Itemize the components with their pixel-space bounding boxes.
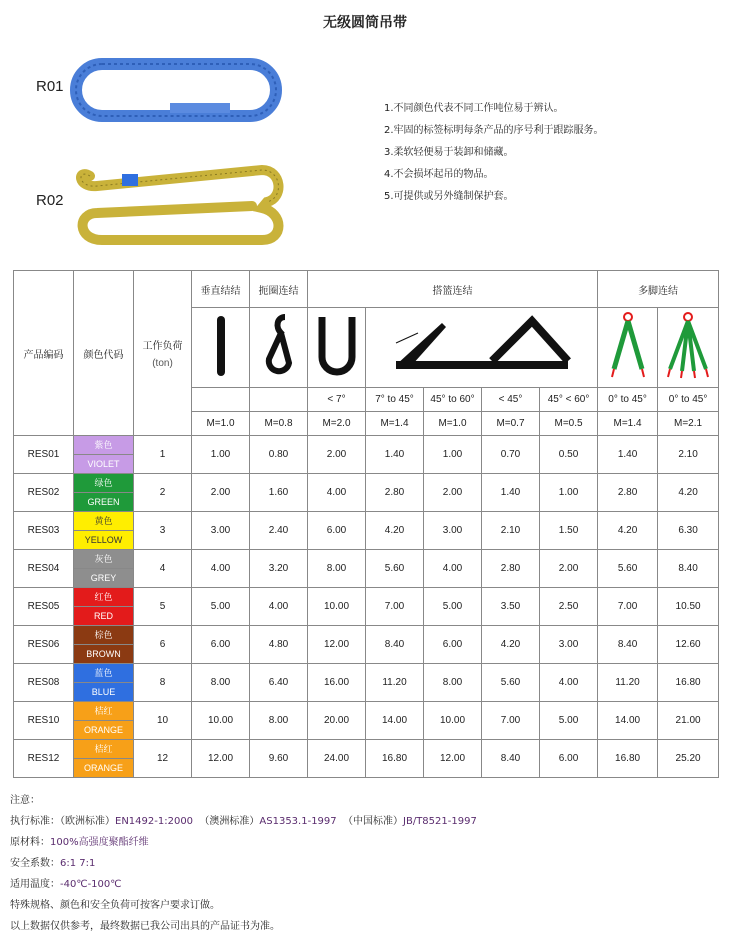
factor-cell: M=0.8 bbox=[250, 412, 308, 436]
row-value: 14.00 bbox=[598, 702, 658, 740]
row-value: 11.20 bbox=[366, 664, 424, 702]
row-value: 3.00 bbox=[192, 512, 250, 550]
angle-cell: 0° to 45° bbox=[598, 388, 658, 412]
row-value: 1.40 bbox=[366, 436, 424, 474]
std-cn-label: （中国标准） bbox=[343, 816, 404, 827]
multi-leg-diagram-2 bbox=[598, 308, 658, 388]
row-value: 6.00 bbox=[192, 626, 250, 664]
row-code: RES04 bbox=[14, 550, 74, 588]
row-value: 8.00 bbox=[308, 550, 366, 588]
page-title: 无级圆筒吊带 bbox=[323, 15, 407, 31]
row-value: 8.40 bbox=[598, 626, 658, 664]
row-value: 1.40 bbox=[482, 474, 540, 512]
factor-cell: M=1.0 bbox=[192, 412, 250, 436]
row-value: 0.80 bbox=[250, 436, 308, 474]
row-code: RES03 bbox=[14, 512, 74, 550]
row-value: 16.80 bbox=[658, 664, 719, 702]
feature-item: 1.不同颜色代表不同工作吨位易于辨认。 bbox=[384, 103, 564, 114]
color-name-en: GREY bbox=[90, 573, 117, 583]
row-value: 4.20 bbox=[658, 474, 719, 512]
sling-image-r01 bbox=[70, 58, 282, 124]
temp-value: -40℃-100℃ bbox=[60, 879, 122, 890]
row-load: 3 bbox=[134, 512, 192, 550]
row-load: 10 bbox=[134, 702, 192, 740]
safety-value: 6:1 7:1 bbox=[60, 858, 96, 869]
row-value: 1.60 bbox=[250, 474, 308, 512]
std-label: 执行标准：（欧洲标准） bbox=[10, 816, 115, 827]
feature-list bbox=[384, 98, 604, 208]
color-name-en: ORANGE bbox=[83, 763, 123, 773]
color-name-cn: 蓝色 bbox=[74, 664, 133, 683]
factor-cell: M=1.4 bbox=[366, 412, 424, 436]
feature-item: 5.可提供或另外缝制保护套。 bbox=[384, 191, 514, 202]
table-row bbox=[14, 512, 719, 550]
color-name-cn: 桔红 bbox=[74, 702, 133, 721]
angle-cell: 45° to 60° bbox=[424, 388, 482, 412]
row-value: 2.00 bbox=[424, 474, 482, 512]
row-value: 1.00 bbox=[424, 436, 482, 474]
row-value: 8.00 bbox=[250, 702, 308, 740]
color-name-en: GREEN bbox=[87, 497, 120, 507]
row-color-swatch bbox=[74, 702, 134, 740]
std-cn: JB/T8521-1997 bbox=[403, 816, 477, 827]
row-value: 6.00 bbox=[424, 626, 482, 664]
row-value: 2.00 bbox=[308, 436, 366, 474]
row-value: 4.00 bbox=[192, 550, 250, 588]
basket-hitch-diagram-angle bbox=[366, 308, 598, 388]
row-value: 7.00 bbox=[366, 588, 424, 626]
row-load: 5 bbox=[134, 588, 192, 626]
material-label: 原材料： bbox=[10, 837, 50, 848]
table-row bbox=[14, 626, 719, 664]
notes-material bbox=[10, 832, 477, 853]
feature-item: 3.柔软轻便易于装卸和储藏。 bbox=[384, 147, 514, 158]
row-value: 12.00 bbox=[192, 740, 250, 778]
row-value: 12.00 bbox=[308, 626, 366, 664]
table-row bbox=[14, 550, 719, 588]
row-value: 2.50 bbox=[540, 588, 598, 626]
table-row bbox=[14, 588, 719, 626]
table-row bbox=[14, 740, 719, 778]
color-name-cn: 黄色 bbox=[74, 512, 133, 531]
row-color-swatch bbox=[74, 474, 134, 512]
factor-cell: M=0.5 bbox=[540, 412, 598, 436]
row-value: 5.00 bbox=[192, 588, 250, 626]
row-load: 12 bbox=[134, 740, 192, 778]
row-value: 14.00 bbox=[366, 702, 424, 740]
row-value: 0.50 bbox=[540, 436, 598, 474]
table-row bbox=[14, 664, 719, 702]
header-load-unit: (ton) bbox=[152, 358, 173, 369]
row-color-swatch bbox=[74, 740, 134, 778]
factor-cell: M=1.4 bbox=[598, 412, 658, 436]
notes-special: 特殊规格、颜色和安全负荷可按客户要求订做。 bbox=[10, 900, 220, 911]
row-value: 8.40 bbox=[366, 626, 424, 664]
basket-hitch-diagram-u bbox=[308, 308, 366, 388]
table-row bbox=[14, 474, 719, 512]
material-value: 100%高强度聚酯纤维 bbox=[50, 837, 149, 848]
row-value: 2.00 bbox=[540, 550, 598, 588]
header-multi: 多脚连结 bbox=[598, 271, 719, 308]
row-value: 5.60 bbox=[366, 550, 424, 588]
row-value: 2.10 bbox=[482, 512, 540, 550]
notes-temp bbox=[10, 874, 477, 895]
row-load: 4 bbox=[134, 550, 192, 588]
row-value: 1.50 bbox=[540, 512, 598, 550]
row-value: 3.50 bbox=[482, 588, 540, 626]
row-code: RES02 bbox=[14, 474, 74, 512]
factor-cell: M=0.7 bbox=[482, 412, 540, 436]
std-au: AS1353.1-1997 bbox=[259, 816, 337, 827]
header-load bbox=[134, 271, 192, 436]
row-value: 6.00 bbox=[540, 740, 598, 778]
row-color-swatch bbox=[74, 588, 134, 626]
row-value: 5.00 bbox=[424, 588, 482, 626]
row-value: 5.60 bbox=[598, 550, 658, 588]
std-eu: EN1492-1:2000 bbox=[115, 816, 194, 827]
row-value: 3.00 bbox=[424, 512, 482, 550]
color-name-en: BROWN bbox=[86, 649, 121, 659]
row-value: 10.00 bbox=[192, 702, 250, 740]
header-color: 颜色代码 bbox=[74, 271, 134, 436]
row-value: 0.70 bbox=[482, 436, 540, 474]
row-value: 4.20 bbox=[598, 512, 658, 550]
row-value: 4.80 bbox=[250, 626, 308, 664]
row-value: 3.20 bbox=[250, 550, 308, 588]
row-value: 8.40 bbox=[482, 740, 540, 778]
row-value: 2.10 bbox=[658, 436, 719, 474]
row-load: 1 bbox=[134, 436, 192, 474]
header-code: 产品编码 bbox=[14, 271, 74, 436]
notes-standard bbox=[10, 811, 477, 832]
row-code: RES05 bbox=[14, 588, 74, 626]
row-value: 6.30 bbox=[658, 512, 719, 550]
row-code: RES08 bbox=[14, 664, 74, 702]
row-value: 5.00 bbox=[540, 702, 598, 740]
std-au-label: （澳洲标准） bbox=[199, 816, 260, 827]
row-value: 3.00 bbox=[540, 626, 598, 664]
row-value: 4.20 bbox=[482, 626, 540, 664]
angle-cell: < 45° bbox=[482, 388, 540, 412]
angle-cell: 45° < 60° bbox=[540, 388, 598, 412]
safety-label: 安全系数： bbox=[10, 858, 60, 869]
row-value: 10.00 bbox=[424, 702, 482, 740]
color-name-en: BLUE bbox=[91, 687, 116, 697]
row-value: 2.80 bbox=[482, 550, 540, 588]
color-name-cn: 灰色 bbox=[74, 550, 133, 569]
row-value: 2.00 bbox=[192, 474, 250, 512]
row-value: 2.40 bbox=[250, 512, 308, 550]
factor-cell: M=1.0 bbox=[424, 412, 482, 436]
row-value: 1.00 bbox=[192, 436, 250, 474]
temp-label: 适用温度： bbox=[10, 879, 60, 890]
row-color-swatch bbox=[74, 436, 134, 474]
header-choke: 扼圈连结 bbox=[250, 271, 308, 308]
row-value: 4.00 bbox=[424, 550, 482, 588]
color-name-cn: 棕色 bbox=[74, 626, 133, 645]
table-body bbox=[14, 436, 719, 778]
row-value: 6.40 bbox=[250, 664, 308, 702]
header-basket: 搭篮连结 bbox=[308, 271, 598, 308]
row-load: 8 bbox=[134, 664, 192, 702]
row-value: 2.80 bbox=[366, 474, 424, 512]
notes-disclaimer: 以上数据仅供参考，最终数据已我公司出具的产品证书为准。 bbox=[10, 921, 280, 932]
row-value: 25.20 bbox=[658, 740, 719, 778]
row-load: 2 bbox=[134, 474, 192, 512]
row-value: 10.00 bbox=[308, 588, 366, 626]
row-value: 11.20 bbox=[598, 664, 658, 702]
row-value: 2.80 bbox=[598, 474, 658, 512]
row-color-swatch bbox=[74, 626, 134, 664]
notes-heading: 注意： bbox=[10, 795, 40, 806]
row-value: 8.40 bbox=[658, 550, 719, 588]
feature-item: 2.牢固的标签标明每条产品的序号利于跟踪服务。 bbox=[384, 125, 604, 136]
factor-cell: M=2.1 bbox=[658, 412, 719, 436]
color-name-en: ORANGE bbox=[83, 725, 123, 735]
row-value: 5.60 bbox=[482, 664, 540, 702]
color-name-cn: 红色 bbox=[74, 588, 133, 607]
multi-leg-diagram-4 bbox=[658, 308, 719, 388]
row-value: 16.00 bbox=[308, 664, 366, 702]
row-value: 16.80 bbox=[366, 740, 424, 778]
color-name-cn: 紫色 bbox=[74, 436, 133, 455]
row-value: 1.40 bbox=[598, 436, 658, 474]
row-value: 7.00 bbox=[482, 702, 540, 740]
color-name-en: YELLOW bbox=[84, 535, 123, 545]
spec-table bbox=[13, 270, 719, 778]
table-row bbox=[14, 702, 719, 740]
row-value: 10.50 bbox=[658, 588, 719, 626]
row-load: 6 bbox=[134, 626, 192, 664]
row-value: 12.00 bbox=[424, 740, 482, 778]
vertical-hitch-diagram bbox=[192, 308, 250, 388]
row-value: 8.00 bbox=[424, 664, 482, 702]
row-value: 9.60 bbox=[250, 740, 308, 778]
row-code: RES01 bbox=[14, 436, 74, 474]
row-value: 8.00 bbox=[192, 664, 250, 702]
row-color-swatch bbox=[74, 664, 134, 702]
color-name-en: VIOLET bbox=[87, 459, 120, 469]
product-label-r01: R01 bbox=[36, 78, 64, 95]
row-value: 16.80 bbox=[598, 740, 658, 778]
row-code: RES12 bbox=[14, 740, 74, 778]
product-label-r02: R02 bbox=[36, 192, 64, 209]
color-name-en: RED bbox=[93, 611, 113, 621]
header-vertical: 垂直结结 bbox=[192, 271, 250, 308]
row-code: RES10 bbox=[14, 702, 74, 740]
notes-section bbox=[10, 790, 477, 937]
row-value: 24.00 bbox=[308, 740, 366, 778]
row-value: 20.00 bbox=[308, 702, 366, 740]
choke-hitch-diagram bbox=[250, 308, 308, 388]
row-value: 7.00 bbox=[598, 588, 658, 626]
color-name-cn: 桔红 bbox=[74, 740, 133, 759]
row-value: 4.00 bbox=[250, 588, 308, 626]
feature-item: 4.不会损坏起吊的物品。 bbox=[384, 169, 494, 180]
row-value: 1.00 bbox=[540, 474, 598, 512]
color-name-cn: 绿色 bbox=[74, 474, 133, 493]
row-value: 6.00 bbox=[308, 512, 366, 550]
angle-cell: 0° to 45° bbox=[658, 388, 719, 412]
row-value: 4.00 bbox=[540, 664, 598, 702]
sling-image-r02 bbox=[72, 158, 287, 250]
row-color-swatch bbox=[74, 550, 134, 588]
header-load-label: 工作负荷 bbox=[142, 341, 183, 352]
row-value: 4.20 bbox=[366, 512, 424, 550]
row-value: 21.00 bbox=[658, 702, 719, 740]
row-color-swatch bbox=[74, 512, 134, 550]
row-value: 12.60 bbox=[658, 626, 719, 664]
table-row bbox=[14, 436, 719, 474]
angle-cell: < 7° bbox=[308, 388, 366, 412]
notes-safety bbox=[10, 853, 477, 874]
angle-cell: 7° to 45° bbox=[366, 388, 424, 412]
factor-cell: M=2.0 bbox=[308, 412, 366, 436]
row-value: 4.00 bbox=[308, 474, 366, 512]
row-code: RES06 bbox=[14, 626, 74, 664]
